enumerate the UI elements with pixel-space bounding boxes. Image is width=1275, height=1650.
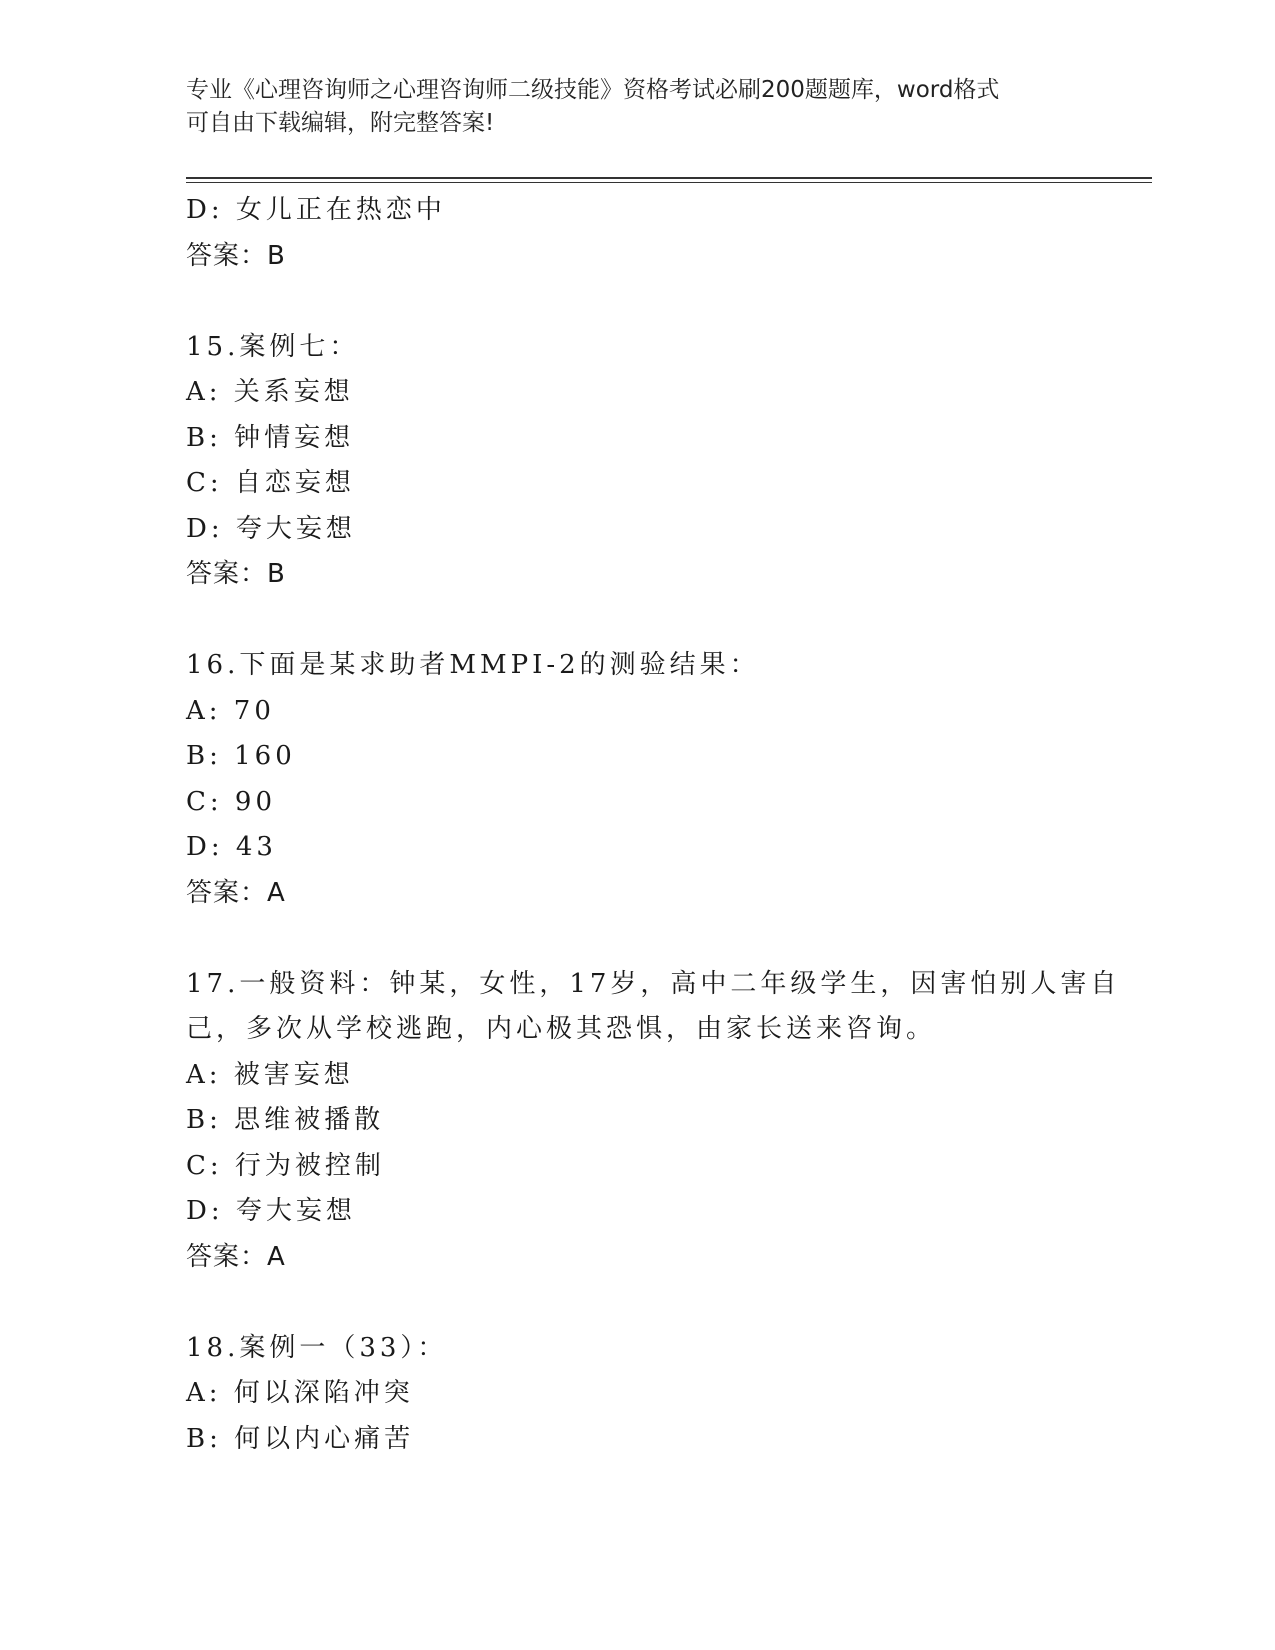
q17-stem-line-1: 17.一般资料：钟某，女性，17岁，高中二年级学生，因害怕别人害自 — [186, 968, 1121, 999]
q16-stem: 16.下面是某求助者MMPI-2的测验结果： — [186, 650, 760, 680]
header-line-2: 可自由下载编辑，附完整答案! — [186, 110, 495, 136]
q17-option-b: B: 思维被播散 — [186, 1105, 385, 1135]
q17-option-a: A: 被害妄想 — [186, 1059, 354, 1090]
spacer — [186, 916, 1086, 962]
question-list — [186, 188, 1121, 1462]
q18-option-b: B: 何以内心痛苦 — [186, 1423, 415, 1454]
q14-option-d: D: 女儿正在热恋中 — [186, 195, 446, 225]
q18-option-a: A: 何以深陷冲突 — [186, 1378, 414, 1408]
q17-stem-line-2: 己，多次从学校逃跑，内心极其恐惧，由家长送来咨询。 — [186, 1014, 937, 1044]
document-header — [186, 74, 1086, 140]
q17-option-c: C: 行为被控制 — [186, 1150, 385, 1181]
q15-stem: 15.案例七： — [186, 331, 360, 362]
q15-answer: 答案：B — [186, 559, 286, 589]
q16-option-a: A: 70 — [186, 695, 275, 726]
header-divider-thick — [186, 177, 1152, 179]
q15-option-c: C: 自恋妄想 — [186, 468, 355, 498]
q17-answer: 答案：A — [186, 1241, 286, 1272]
q14-answer: 答案：B — [186, 240, 286, 271]
spacer — [186, 279, 1086, 325]
q16-answer: 答案：A — [186, 877, 286, 908]
q18-stem: 18.案例一（33）： — [186, 1332, 448, 1363]
spacer — [186, 1280, 1086, 1326]
q15-option-a: A: 关系妄想 — [186, 377, 354, 407]
q15-option-b: B: 钟情妄想 — [186, 422, 355, 453]
q16-option-c: C: 90 — [186, 786, 277, 817]
q17-option-d: D: 夸大妄想 — [186, 1196, 356, 1226]
header-line-1: 专业《心理咨询师之心理咨询师二级技能》资格考试必刷200题题库，word格式 — [186, 77, 1000, 103]
header-divider-thin — [186, 182, 1152, 183]
q16-option-b: B: 160 — [186, 741, 296, 771]
spacer — [186, 598, 1086, 644]
q15-option-d: D: 夸大妄想 — [186, 513, 356, 544]
q16-option-d: D: 43 — [186, 832, 277, 862]
